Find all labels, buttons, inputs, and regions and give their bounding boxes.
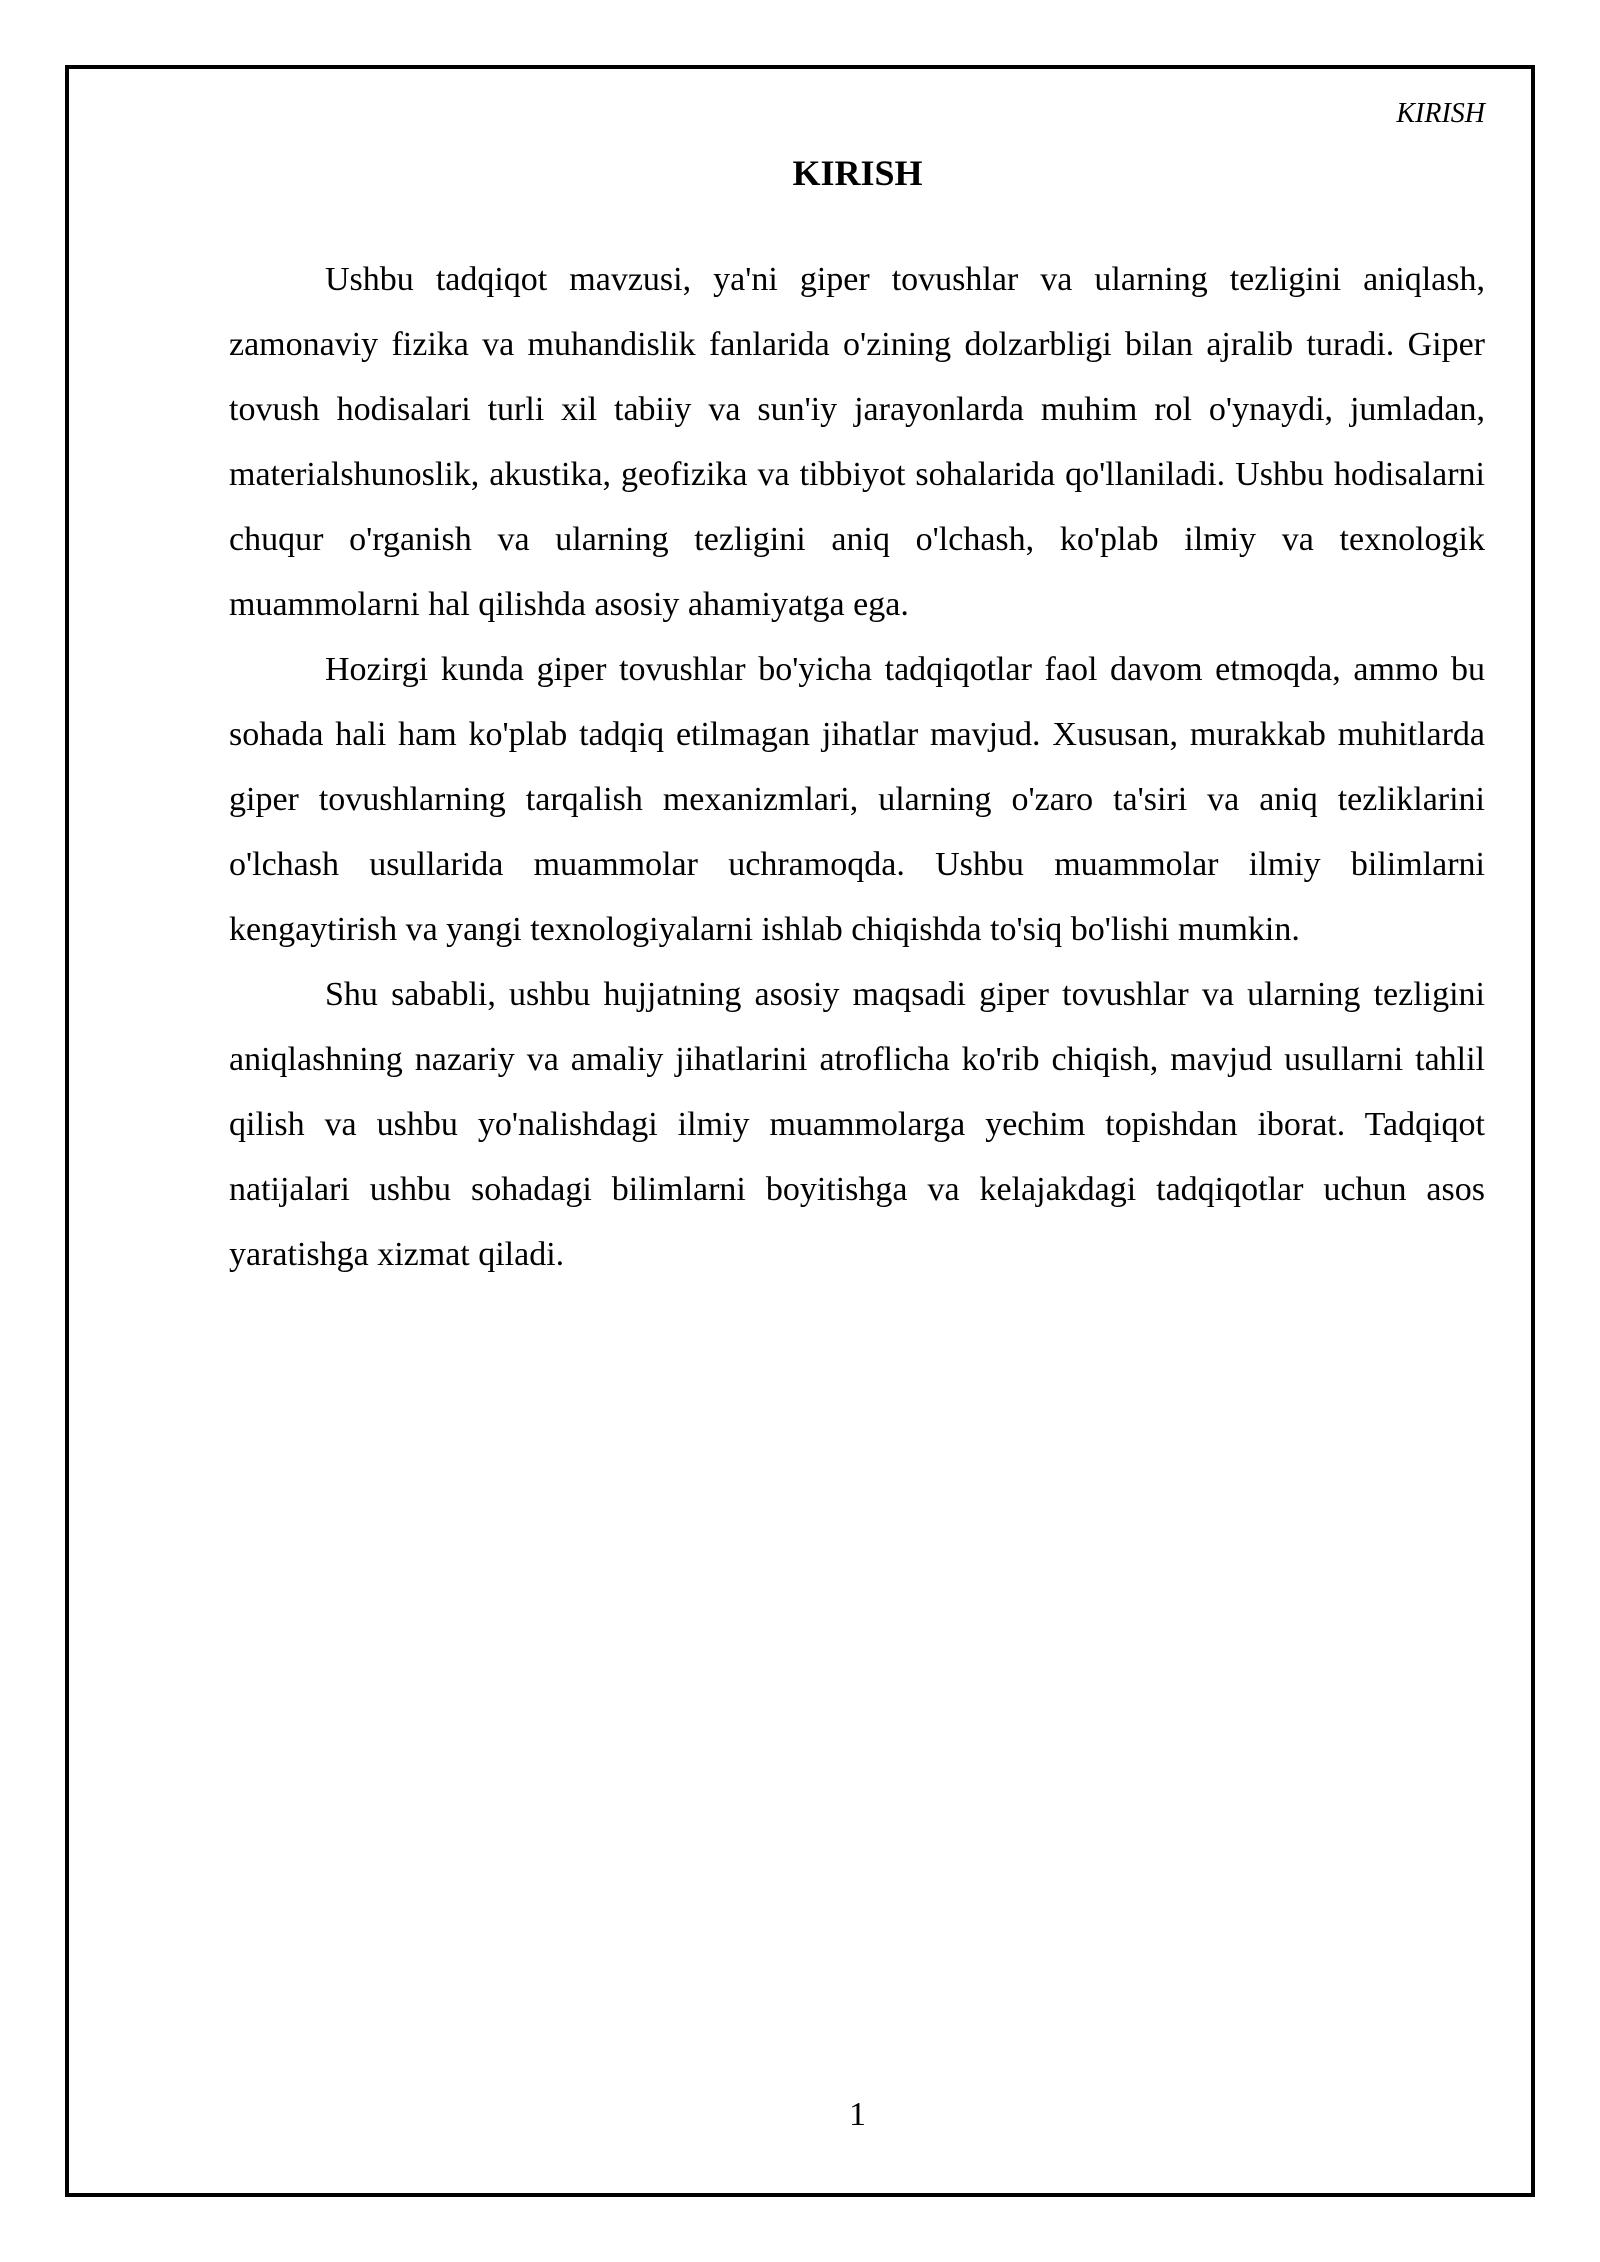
section-title: KIRISH — [792, 153, 923, 193]
running-header: KIRISH — [1396, 98, 1485, 129]
paragraph: Shu sababli, ushbu hujjatning asosiy maqsadi giper tovushlar va ularning tezligini aniqlashning nazariy va amaliy jihatlarini atroflicha ko'rib chiqish, mavjud usullarni tahlil qilish va ushbu yo'nalishdagi ilmiy muammolarga yechim topishdan iborat. Tadqiqot natijalari ushbu sohadagi bilimlarni boyitishga va kelajakdagi tadqiqotlar uchun asos yaratishga xizmat qiladi. — [229, 976, 1485, 1273]
body-text — [229, 247, 1485, 1287]
paragraph: Ushbu tadqiqot mavzusi, ya'ni giper tovushlar va ularning tezligini aniqlash, zamonaviy fizika va muhandislik fanlarida o'zining dolzarbligi bilan ajralib turadi. Giper tovush hodisalari turli xil tabiiy va sun'iy jarayonlarda muhim rol o'ynaydi, jumladan, materialshunoslik, akustika, geofizika va tibbiyot sohalarida qo'llaniladi. Ushbu hodisalarni chuqur o'rganish va ularning tezligini aniq o'lchash, ko'plab ilmiy va texnologik muammolarni hal qilishda asosiy ahamiyatga ega. — [229, 261, 1485, 623]
paragraph: Hozirgi kunda giper tovushlar bo'yicha tadqiqotlar faol davom etmoqda, ammo bu sohada hali ham ko'plab tadqiq etilmagan jihatlar mavjud. Xususan, murakkab muhitlarda giper tovushlarning tarqalish mexanizmlari, ularning o'zaro ta'siri va aniq tezliklarini o'lchash usullarida muammolar uchramoqda. Ushbu muammolar ilmiy bilimlarni kengaytirish va yangi texnologiyalarni ishlab chiqishda to'siq bo'lishi mumkin. — [229, 651, 1485, 948]
page-number: 1 — [849, 2096, 866, 2133]
